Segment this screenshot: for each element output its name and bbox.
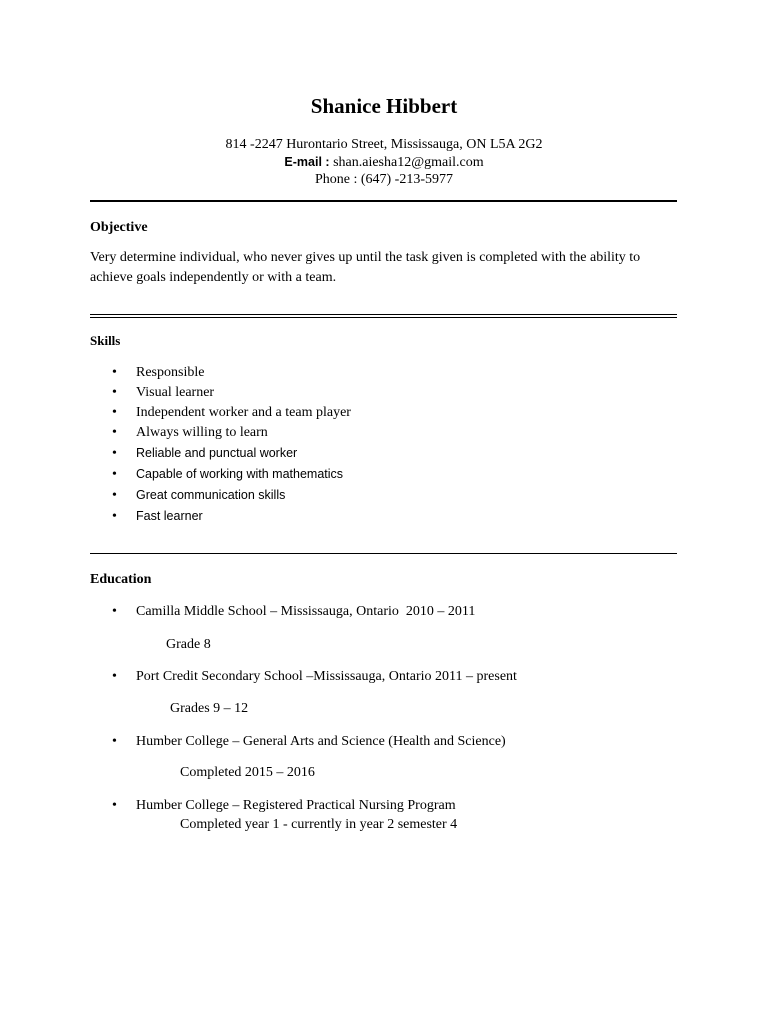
objective-divider-bottom xyxy=(90,317,677,318)
email-line xyxy=(0,153,768,172)
skill-label: Visual learner xyxy=(136,385,215,400)
skill-label: Fast learner xyxy=(136,509,203,523)
education-entry xyxy=(112,733,506,751)
skills-divider xyxy=(90,553,677,554)
bullet-icon: • xyxy=(112,467,117,482)
skill-item xyxy=(112,404,351,422)
skills-heading: Skills xyxy=(90,333,121,348)
skill-item xyxy=(112,384,214,402)
bullet-icon: • xyxy=(112,425,117,440)
education-entry xyxy=(112,797,456,815)
phone-line: Phone : (647) -213-5977 xyxy=(314,172,454,187)
education-entry xyxy=(112,603,475,621)
email-label: E-mail : xyxy=(284,155,330,169)
resume-name: Shanice Hibbert xyxy=(310,94,458,118)
skill-label: Independent worker and a team player xyxy=(136,405,351,420)
skill-item xyxy=(112,465,343,484)
education-school: Humber College – General Arts and Science (Health and Science) xyxy=(136,734,506,749)
bullet-icon: • xyxy=(112,604,117,619)
email-value: shan.aiesha12@gmail.com xyxy=(333,155,484,170)
objective-heading: Objective xyxy=(90,220,148,235)
education-detail: Completed year 1 - currently in year 2 semester 4 xyxy=(180,817,458,832)
education-detail: Grades 9 – 12 xyxy=(170,701,249,716)
bullet-icon: • xyxy=(112,509,117,524)
skill-item xyxy=(112,424,268,442)
education-detail: Completed 2015 – 2016 xyxy=(180,765,315,780)
bullet-icon: • xyxy=(112,385,117,400)
education-entry xyxy=(112,668,517,686)
bullet-icon: • xyxy=(112,734,117,749)
bullet-icon: • xyxy=(112,446,117,461)
skill-label: Capable of working with mathematics xyxy=(136,467,344,481)
address-line: 814 -2247 Hurontario Street, Mississauga, ON L5A 2G2 xyxy=(225,137,543,152)
skill-label: Always willing to learn xyxy=(136,425,268,440)
bullet-icon: • xyxy=(112,365,117,380)
skill-label: Reliable and punctual worker xyxy=(136,446,298,460)
education-detail: Grade 8 xyxy=(166,637,211,652)
education-school: Camilla Middle School – Mississauga, Ontario 2010 – 2011 xyxy=(136,604,476,619)
skill-item xyxy=(112,486,285,505)
skill-item xyxy=(112,507,203,526)
skill-item xyxy=(112,364,204,382)
header-divider xyxy=(90,200,677,202)
bullet-icon: • xyxy=(112,798,117,813)
skill-label: Responsible xyxy=(136,365,205,380)
education-school: Port Credit Secondary School –Mississauga, Ontario 2011 – present xyxy=(136,669,517,684)
skill-label: Great communication skills xyxy=(136,488,286,502)
objective-divider-top xyxy=(90,314,677,315)
objective-line-2: achieve goals independently or with a team. xyxy=(90,270,337,285)
education-school: Humber College – Registered Practical Nursing Program xyxy=(136,798,456,813)
skill-item xyxy=(112,444,297,463)
bullet-icon: • xyxy=(112,488,117,503)
education-heading: Education xyxy=(90,572,152,587)
objective-line-1: Very determine individual, who never gives up until the task given is completed with the ability to xyxy=(90,250,641,265)
bullet-icon: • xyxy=(112,669,117,684)
bullet-icon: • xyxy=(112,405,117,420)
